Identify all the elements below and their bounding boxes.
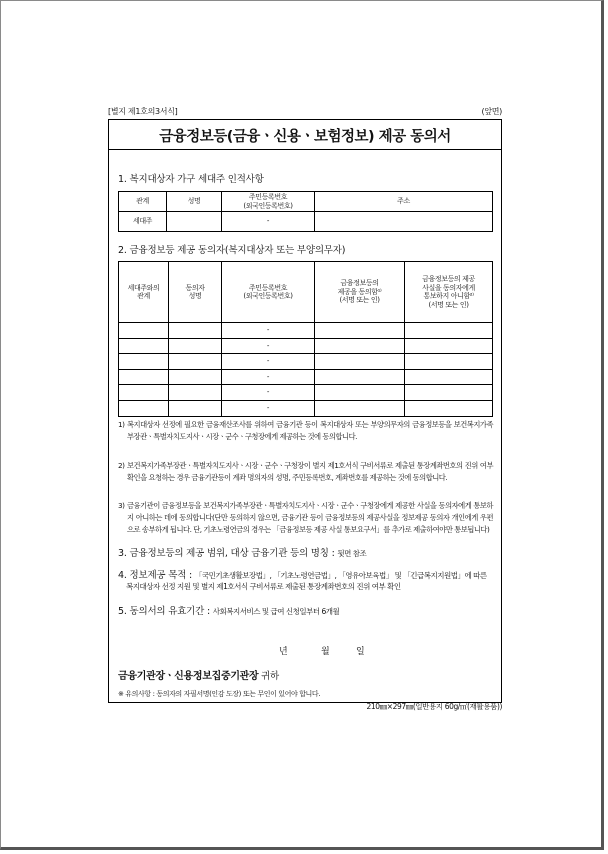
table-row: [119, 385, 493, 401]
cell-id[interactable]: -: [222, 323, 315, 339]
cell-name[interactable]: [169, 354, 222, 370]
cell-relation[interactable]: [119, 400, 169, 416]
section4-line2: 복지대상자 선정 지원 및 별지 제1호서식 구비서류로 제출된 통장계좌번호의 진위 여부 확인: [126, 582, 401, 591]
footnote-2: [118, 460, 493, 484]
cell-id[interactable]: -: [222, 369, 315, 385]
recipient: [118, 667, 279, 682]
cell-relation[interactable]: [119, 323, 169, 339]
cell-consent-sign[interactable]: [315, 369, 405, 385]
section4-heading: 4. 정보제공 목적 :: [118, 570, 192, 581]
table-row: [119, 354, 493, 370]
cell-id[interactable]: -: [222, 385, 315, 401]
table-row: [119, 323, 493, 339]
table-row: [119, 400, 493, 416]
date-day[interactable]: 일: [356, 647, 365, 657]
section2-heading: 2. 금융정보등 제공 동의자(복지대상자 또는 부양의무자): [118, 245, 346, 256]
cell-id[interactable]: -: [222, 338, 315, 354]
section1-heading: 1. 복지대상자 가구 세대주 인적사항: [118, 174, 264, 185]
householder-table: [118, 191, 493, 232]
footnote-2-number: 2): [118, 461, 125, 470]
cell-relation[interactable]: [119, 338, 169, 354]
col-id-number: 주민등록번호 (외국인등록번호): [222, 192, 315, 212]
section3: [118, 545, 366, 559]
col-consenter-id: 주민등록번호 (외국인등록번호): [222, 262, 315, 323]
table-row: [119, 369, 493, 385]
cell-no-notice-sign[interactable]: [405, 400, 493, 416]
footnote-3-text: 금융기관이 금융정보등을 보건복지가족부장관ㆍ특별자치도지사ㆍ시장ㆍ군수ㆍ구청장에게 제공한 사실을 동의자에게 통보하지 아니하는 데에 동의합니다(단만 동의하지 않으면, 금융기관 등이 금융정보등의 제공사실을 정보제공 동의자 개인에게 우편으로 송부하게 됩니다. 단, 기초노령연금의 경우는 「금융정보등 제공 사실 통보요구서」를 추가로 제출하여야만 통보됩니다): [127, 501, 493, 534]
cell-no-notice-sign[interactable]: [405, 385, 493, 401]
section3-detail: 뒷면 참조: [337, 549, 367, 558]
cell-name[interactable]: [169, 385, 222, 401]
col-relation: 관계: [119, 192, 167, 212]
side-label: (앞면): [481, 107, 502, 116]
cell-name[interactable]: [169, 323, 222, 339]
col-name: 성명: [167, 192, 222, 212]
consenter-table: [118, 261, 493, 417]
section5-heading: 5. 동의서의 유효기간 :: [118, 606, 210, 617]
section5-detail: 사회복지서비스 및 급여 신청일부터 6개월: [212, 607, 340, 616]
cell-no-notice-sign[interactable]: [405, 354, 493, 370]
paper-spec: 210㎜×297㎜(일반용지 60g/㎡(재활용품)): [366, 702, 502, 711]
cell-relation[interactable]: [119, 385, 169, 401]
cell-consent-sign[interactable]: [315, 400, 405, 416]
section4-line1: 「국민기초생활보장법」, 「기초노령연금법」, 「영유아보육법」 및 「긴급복지지원법」에 따른: [194, 571, 487, 580]
date-year[interactable]: 년: [279, 647, 288, 657]
section5: [118, 603, 339, 617]
cell-consent-sign[interactable]: [315, 338, 405, 354]
caution-note: ※ 유의사항 : 동의자의 자필서명(인감 도장) 또는 무인이 있어야 합니다.: [118, 690, 321, 698]
col-consenter-name: 동의자 성명: [169, 262, 222, 323]
section4: [118, 567, 487, 581]
footnote-3: [118, 500, 493, 536]
col-no-notice-signature: 금융정보등의 제공 사실을 동의자에게 통보하지 아니함²⁾ (서명 또는 인): [405, 262, 493, 323]
cell-id[interactable]: -: [222, 400, 315, 416]
cell-no-notice-sign[interactable]: [405, 323, 493, 339]
form-number: [별지 제1호의3서식]: [108, 107, 178, 116]
form-body: [108, 119, 502, 703]
cell-householder-name[interactable]: [167, 212, 222, 232]
cell-no-notice-sign[interactable]: [405, 338, 493, 354]
date-month[interactable]: 월: [321, 647, 330, 657]
col-relation-to-householder: 세대주와의 관계: [119, 262, 169, 323]
col-consent-signature: 금융정보등의 제공을 동의함¹⁾ (서명 또는 인): [315, 262, 405, 323]
col-address: 주소: [315, 192, 493, 212]
cell-name[interactable]: [169, 338, 222, 354]
table-row: [119, 338, 493, 354]
cell-id[interactable]: -: [222, 354, 315, 370]
cell-householder-address[interactable]: [315, 212, 493, 232]
footnote-3-number: 3): [118, 501, 125, 510]
cell-relation[interactable]: [119, 354, 169, 370]
section3-heading: 3. 금융정보등의 제공 범위, 대상 금융기관 등의 명칭 :: [118, 548, 335, 559]
cell-consent-sign[interactable]: [315, 354, 405, 370]
cell-relation[interactable]: [119, 369, 169, 385]
title-row: [109, 120, 501, 150]
cell-name[interactable]: [169, 369, 222, 385]
footnote-1-text: 복지대상자 선정에 필요한 금융재산조사를 위하여 금융기관 등이 복지대상자 또는 부양의무자의 금융정보등을 보건복지가족부장관ㆍ특별자치도지사ㆍ시장ㆍ군수ㆍ구청장에게 제공하는 것에 동의합니다.: [127, 420, 493, 441]
cell-name[interactable]: [169, 400, 222, 416]
form-title: 금융정보등(금융ㆍ신용ㆍ보험정보) 제공 동의서: [159, 129, 451, 145]
cell-householder-relation: 세대주: [119, 212, 167, 232]
recipient-name: 금융기관장ㆍ신용정보집중기관장: [118, 671, 259, 682]
footnote-2-text: 보건복지가족부장관ㆍ특별자치도지사ㆍ시장ㆍ군수ㆍ구청장이 별지 제1호서식 구비서류로 제출된 통장계좌번호의 진위 여부 확인을 요청하는 경우 금융기관등이 계좌 명의자의 성명, 주민등록번호, 계좌번호를 제공하는 것에 동의합니다.: [127, 461, 493, 482]
footnote-1-number: 1): [118, 420, 125, 429]
cell-no-notice-sign[interactable]: [405, 369, 493, 385]
recipient-suffix: 귀하: [258, 671, 279, 682]
cell-consent-sign[interactable]: [315, 323, 405, 339]
cell-consent-sign[interactable]: [315, 385, 405, 401]
cell-householder-id[interactable]: -: [222, 212, 315, 232]
footnote-1: [118, 419, 493, 443]
